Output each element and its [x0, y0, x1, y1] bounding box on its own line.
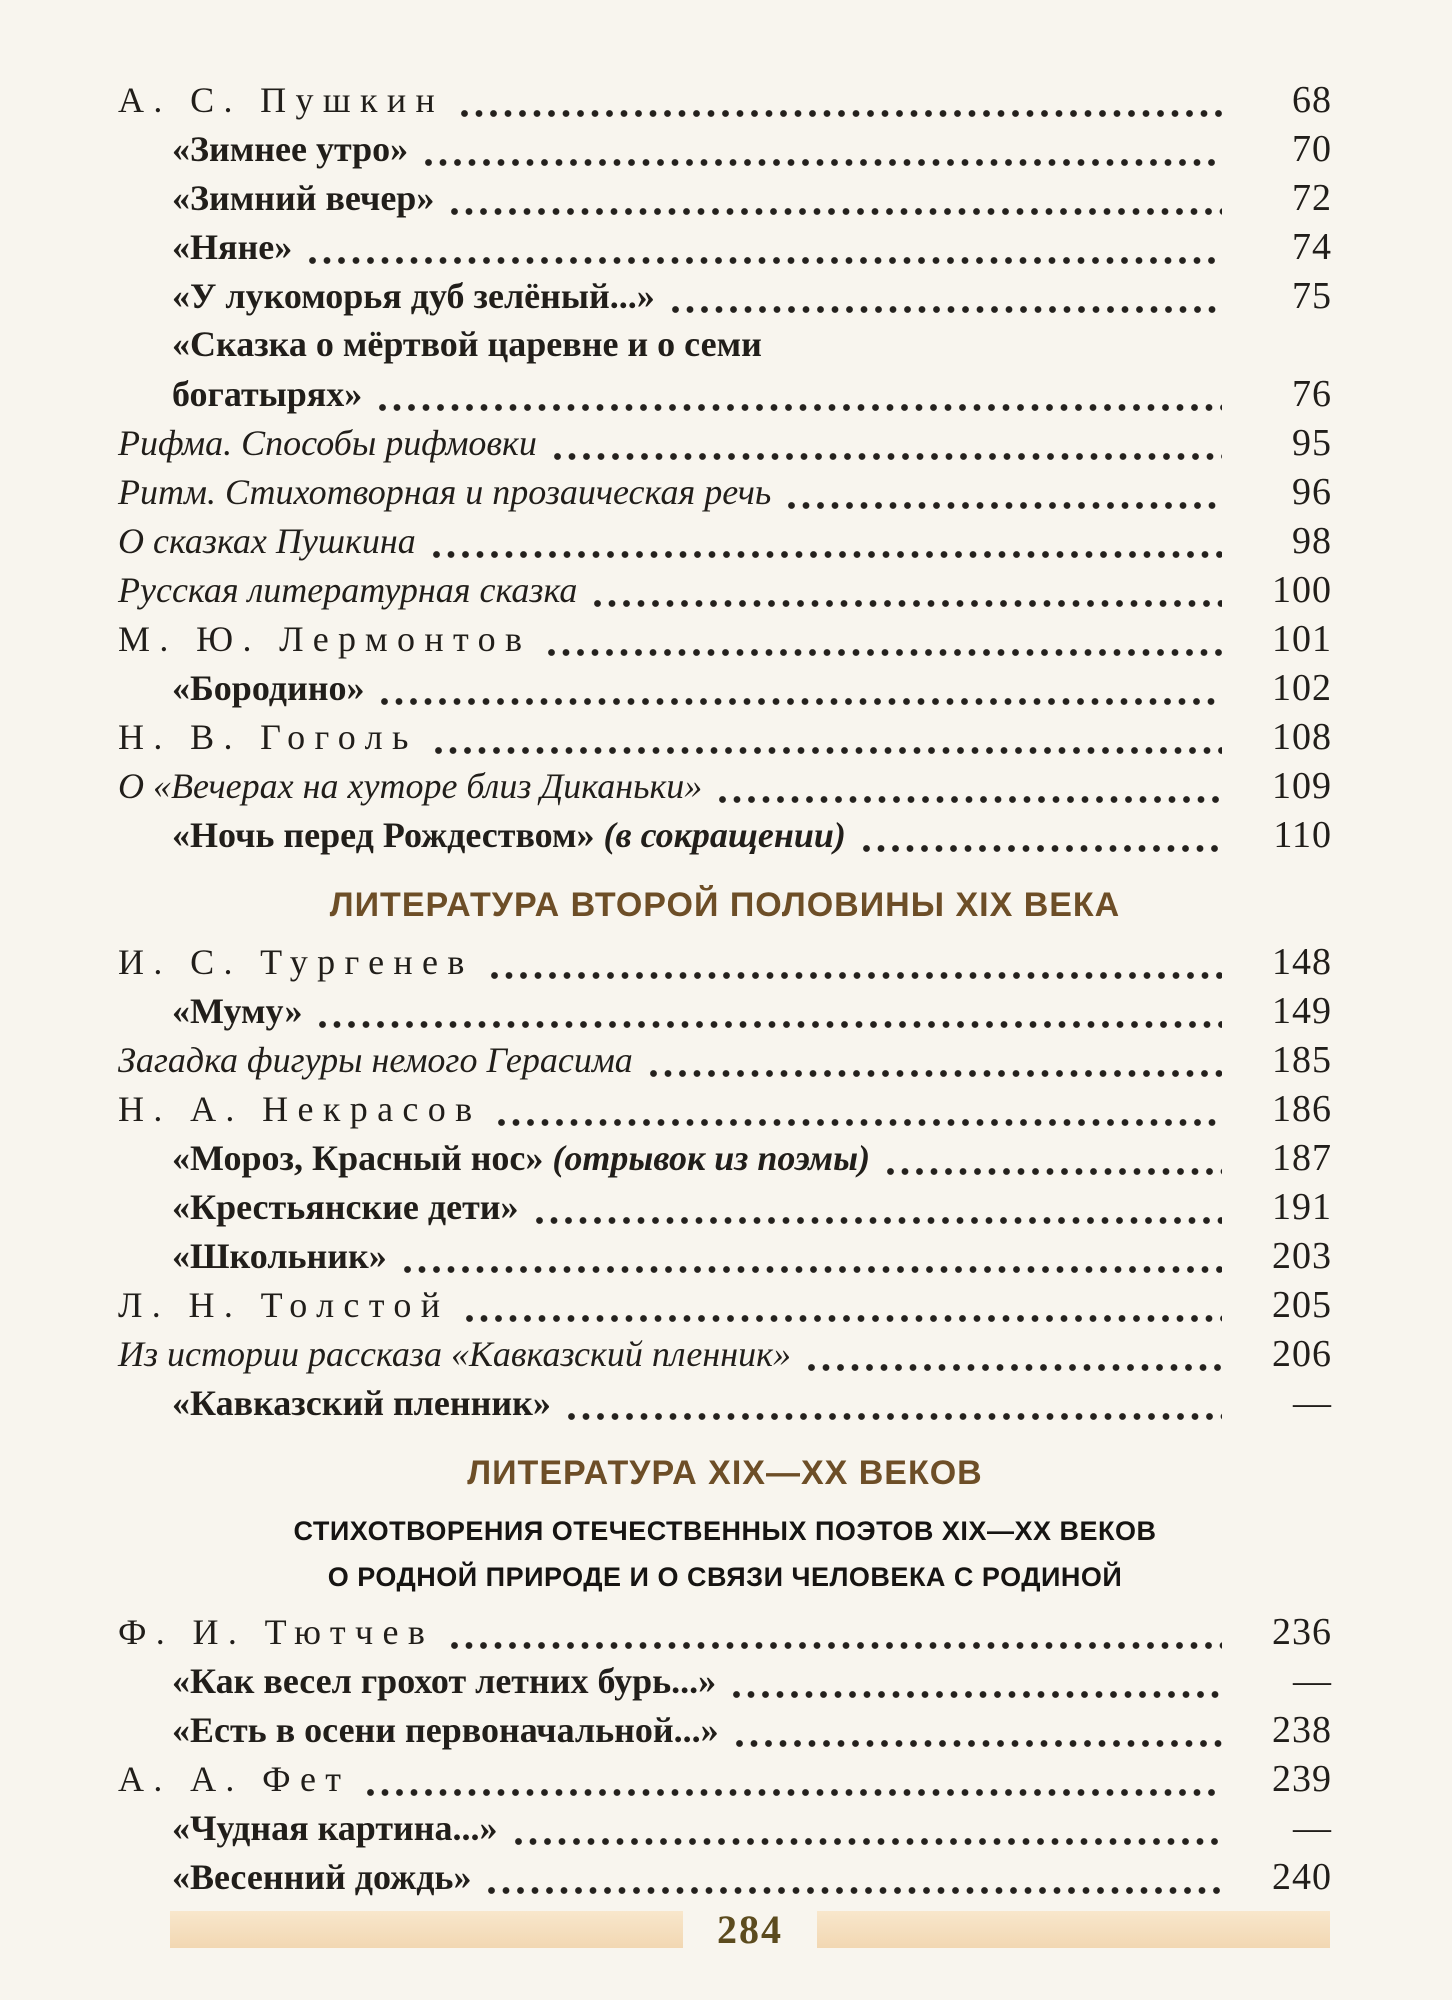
dot-leader: [308, 256, 1222, 265]
entry-page-number: 191: [1272, 1186, 1332, 1228]
entry-page-number: 100: [1272, 569, 1332, 611]
entry-text: «Чудная картина...»: [172, 1808, 498, 1848]
dot-leader: [807, 1363, 1222, 1372]
entry-page-number: 74: [1292, 226, 1332, 268]
toc-entry: [118, 1757, 1332, 1806]
toc-entry: [118, 1708, 1332, 1757]
dot-leader: [432, 550, 1222, 559]
toc-entry: [118, 323, 1332, 372]
entry-text: «Весенний дождь»: [172, 1857, 472, 1897]
page-footer: [170, 1906, 1330, 1953]
toc-entry: [118, 470, 1332, 519]
dot-leader: [460, 109, 1222, 118]
dot-leader: [886, 1167, 1222, 1176]
dot-leader: [593, 599, 1222, 608]
entry-page-number: 206: [1272, 1333, 1332, 1375]
entry-text: «Сказка о мёртвой царевне и о семи: [172, 324, 762, 364]
dot-leader: [380, 697, 1222, 706]
entry-page-number: 109: [1272, 765, 1332, 807]
entry-text: «Зимнее утро»: [172, 129, 409, 169]
dot-leader: [787, 501, 1222, 510]
entry-page-number: 95: [1292, 422, 1332, 464]
entry-text: Н. А. Некрасов: [118, 1089, 482, 1129]
toc-entry: [118, 715, 1332, 764]
entry-page-number: 187: [1272, 1137, 1332, 1179]
entry-note: (отрывок из поэмы): [543, 1138, 871, 1178]
dot-leader: [649, 1069, 1222, 1078]
section-subheading: СТИХОТВОРЕНИЯ ОТЕЧЕСТВЕННЫХ ПОЭТОВ XIX—XX ВЕКОВ: [293, 1516, 1157, 1546]
toc-entry: [118, 617, 1332, 666]
dot-leader: [378, 403, 1222, 412]
entry-page-number: 148: [1272, 941, 1332, 983]
entry-text: И. С. Тургенев: [118, 942, 474, 982]
dot-leader: [490, 971, 1222, 980]
dot-leader: [547, 648, 1222, 657]
entry-page-number: —: [1293, 1660, 1332, 1702]
entry-text: Н. В. Гоголь: [118, 717, 418, 757]
dot-leader: [553, 452, 1222, 461]
entry-text: «У лукоморья дуб зелёный...»: [172, 276, 655, 316]
dot-leader: [318, 1020, 1222, 1029]
toc-entry: [118, 372, 1332, 421]
entry-text: «Ночь перед Рождеством» (в сокращении): [172, 815, 846, 855]
entry-page-number: 185: [1272, 1039, 1332, 1081]
entry-page-number: 96: [1292, 471, 1332, 513]
entry-page-number: 75: [1292, 275, 1332, 317]
dot-leader: [487, 1886, 1222, 1895]
entry-text: Ритм. Стихотворная и прозаическая речь: [118, 472, 772, 512]
toc-entry: [118, 274, 1332, 323]
entry-page-number: 72: [1292, 177, 1332, 219]
entry-page-number: 70: [1292, 128, 1332, 170]
entry-page-number: —: [1293, 1807, 1332, 1849]
toc-entry: [118, 1136, 1332, 1185]
toc-entry: [118, 940, 1332, 989]
entry-page-number: 76: [1292, 373, 1332, 415]
toc-entry: [118, 1610, 1332, 1659]
toc-entry: [118, 1659, 1332, 1708]
footer-page-number: 284: [717, 1907, 783, 1952]
toc-entry: [118, 1332, 1332, 1381]
entry-text: Загадка фигуры немого Герасима: [118, 1040, 633, 1080]
dot-leader: [514, 1837, 1223, 1846]
entry-text: «Кавказский пленник»: [172, 1383, 551, 1423]
toc-entry: [118, 1234, 1332, 1283]
entry-text: А. А. Фет: [118, 1759, 351, 1799]
toc-entry: [118, 1806, 1332, 1855]
toc-sections: [118, 78, 1332, 1904]
dot-leader: [465, 1314, 1222, 1323]
section-heading: ЛИТЕРАТУРА ВТОРОЙ ПОЛОВИНЫ XIX ВЕКА: [329, 886, 1121, 924]
entry-text: «Зимний вечер»: [172, 178, 435, 218]
dot-leader: [567, 1412, 1222, 1421]
dot-leader: [497, 1118, 1222, 1127]
toc-entry: [118, 225, 1332, 274]
entry-text: О сказках Пушкина: [118, 521, 416, 561]
entry-text: «Крестьянские дети»: [172, 1187, 519, 1227]
toc-entry: [118, 813, 1332, 862]
entry-page-number: 68: [1292, 79, 1332, 121]
entry-page-number: 205: [1272, 1284, 1332, 1326]
entry-page-number: 102: [1272, 667, 1332, 709]
toc-entry: [118, 1038, 1332, 1087]
entry-page-number: —: [1293, 1382, 1332, 1424]
footer-rule-right: [817, 1911, 1330, 1948]
entry-text: «Школьник»: [172, 1236, 387, 1276]
toc-entry: [118, 764, 1332, 813]
entry-text: «Как весел грохот летних бурь...»: [172, 1661, 717, 1701]
entry-text: «Муму»: [172, 991, 303, 1031]
toc-entry: [118, 1185, 1332, 1234]
section-subheading: О РОДНОЙ ПРИРОДЕ И О СВЯЗИ ЧЕЛОВЕКА С РОДИНОЙ: [327, 1562, 1123, 1592]
toc-entry: [118, 666, 1332, 715]
toc-entry: [118, 1087, 1332, 1136]
entry-note: (в сокращении): [594, 815, 846, 855]
dot-leader: [718, 795, 1222, 804]
toc-entry: [118, 1855, 1332, 1904]
toc-entry: [118, 421, 1332, 470]
toc-entry: [118, 1381, 1332, 1430]
toc-entry: [118, 78, 1332, 127]
entry-text: Ф. И. Тютчев: [118, 1612, 435, 1652]
entry-page-number: 236: [1272, 1611, 1332, 1653]
entry-text: «Есть в осени первоначальной...»: [172, 1710, 719, 1750]
entry-text: Рифма. Способы рифмовки: [118, 423, 537, 463]
entry-text: богатырях»: [172, 374, 363, 414]
toc-entry: [118, 519, 1332, 568]
entry-text: М. Ю. Лермонтов: [118, 619, 532, 659]
entry-text: «Бородино»: [172, 668, 365, 708]
entry-page-number: 98: [1292, 520, 1332, 562]
entry-page-number: 239: [1272, 1758, 1332, 1800]
dot-leader: [862, 844, 1222, 853]
dot-leader: [424, 158, 1222, 167]
footer-rule-left: [170, 1911, 683, 1948]
entry-text: Из истории рассказа «Кавказский пленник»: [118, 1334, 791, 1374]
spacer: [118, 1600, 1332, 1610]
entry-text: А. С. Пушкин: [118, 80, 445, 120]
entry-text: «Няне»: [172, 227, 293, 267]
entry-page-number: 108: [1272, 716, 1332, 758]
dot-leader: [403, 1265, 1222, 1274]
dot-leader: [735, 1739, 1222, 1748]
entry-page-number: 240: [1272, 1856, 1332, 1898]
entry-page-number: 149: [1272, 990, 1332, 1032]
dot-leader: [434, 746, 1222, 755]
dot-leader: [732, 1690, 1222, 1699]
entry-text: Русская литературная сказка: [118, 570, 578, 610]
dot-leader: [366, 1788, 1222, 1797]
dot-leader: [450, 207, 1222, 216]
entry-text: «Мороз, Красный нос» (отрывок из поэмы): [172, 1138, 871, 1178]
toc-entry: [118, 568, 1332, 617]
section-heading: ЛИТЕРАТУРА XIX—XX ВЕКОВ: [467, 1454, 983, 1492]
toc-entry: [118, 989, 1332, 1038]
toc-entry: [118, 1283, 1332, 1332]
dot-leader: [450, 1641, 1222, 1650]
entry-text: Л. Н. Толстой: [118, 1285, 450, 1325]
toc-entry: [118, 127, 1332, 176]
entry-page-number: 238: [1272, 1709, 1332, 1751]
entry-page-number: 203: [1272, 1235, 1332, 1277]
entry-page-number: 186: [1272, 1088, 1332, 1130]
entry-text: О «Вечерах на хуторе близ Диканьки»: [118, 766, 703, 806]
toc-entry: [118, 176, 1332, 225]
entry-page-number: 101: [1272, 618, 1332, 660]
entry-page-number: 110: [1273, 814, 1332, 856]
dot-leader: [535, 1216, 1222, 1225]
dot-leader: [671, 305, 1222, 314]
